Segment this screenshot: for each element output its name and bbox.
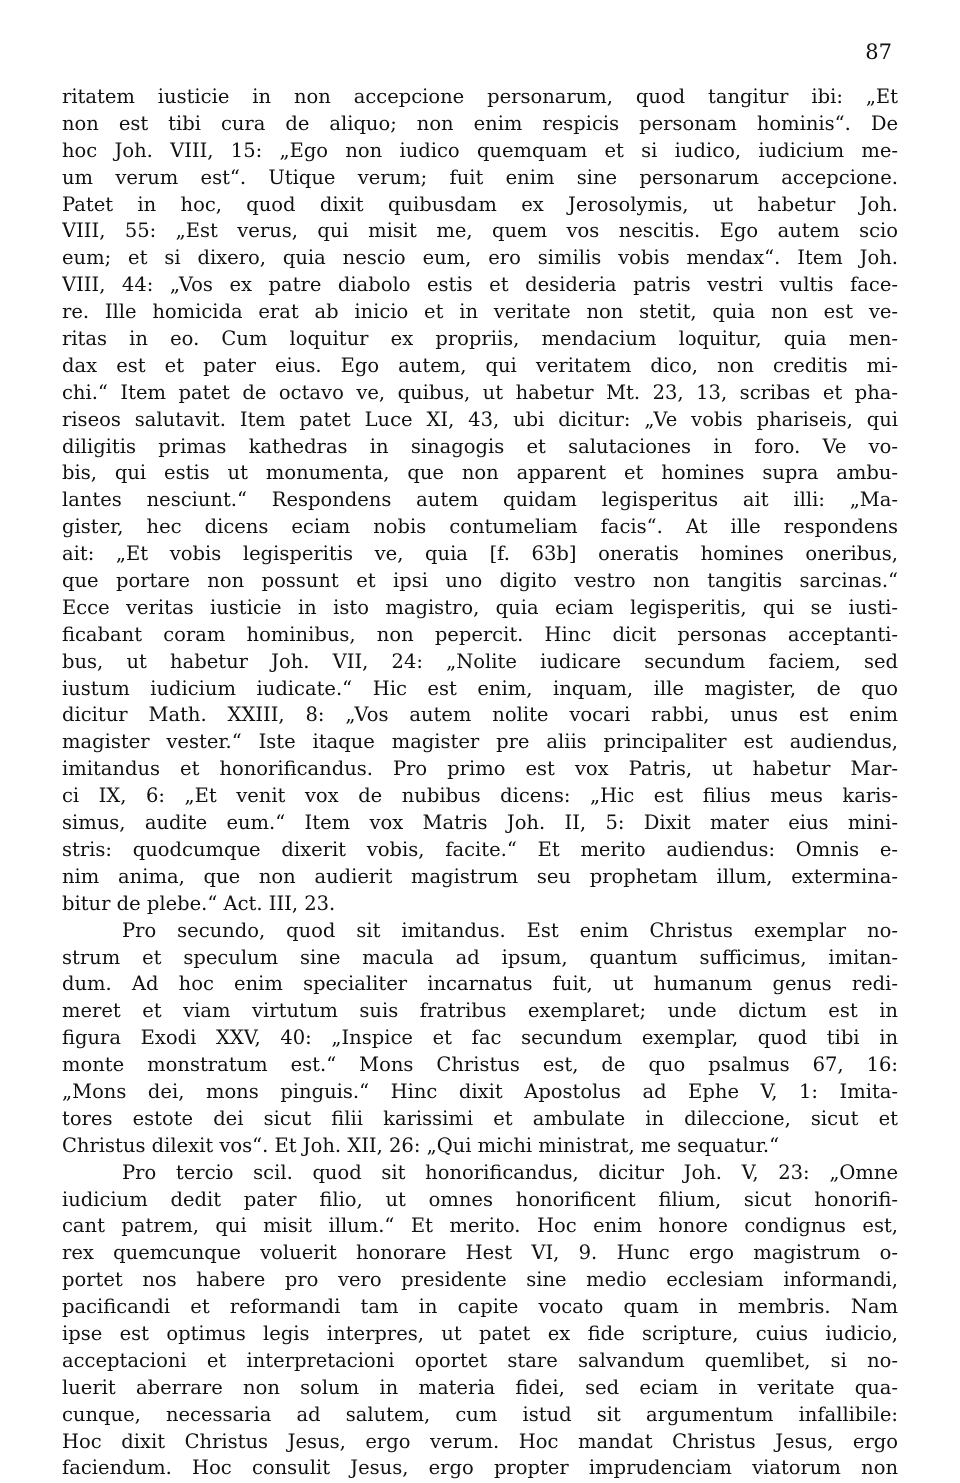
text-line: gister, hec dicens eciam nobis contumeliam facis“. At ille respondens xyxy=(62,515,898,539)
text-line: pacificandi et reformandi tam in capite vocato quam in membris. Nam xyxy=(62,1295,898,1319)
text-line: riseos salutavit. Item patet Luce XI, 43, ubi dicitur: „Ve vobis phariseis, qui xyxy=(62,407,898,431)
text-line: faciendum. Hoc consulit Jesus, ergo propter imprudenciam viatorum non xyxy=(62,1456,898,1480)
text-line: ipse est optimus legis interpres, ut patet ex fide scripture, cuius iudicio, xyxy=(62,1321,898,1345)
text-line: Patet in hoc, quod dixit quibusdam ex Jerosolymis, ut habetur Joh. xyxy=(62,192,898,216)
text-line: que portare non possunt et ipsi uno digito vestro non tangitis sarcinas.“ xyxy=(62,569,898,593)
text-line: magister vester.“ Iste itaque magister pre aliis principaliter est audiendus, xyxy=(62,730,898,754)
text-line: um verum est“. Utique verum; fuit enim sine personarum accepcione. xyxy=(62,165,898,189)
text-line: Hoc dixit Christus Jesus, ergo verum. Hoc mandat Christus Jesus, ergo xyxy=(62,1429,898,1453)
text-line: tores estote dei sicut filii karissimi et ambulate in dileccione, sicut et xyxy=(62,1106,898,1130)
text-line: strum et speculum sine macula ad ipsum, quantum sufficimus, imitan- xyxy=(62,945,898,969)
text-line: ci IX, 6: „Et venit vox de nubibus dicens: „Hic est filius meus karis- xyxy=(62,784,898,808)
text-line: ficabant coram hominibus, non pepercit. Hinc dicit personas acceptanti- xyxy=(62,622,898,646)
text-line: cunque, necessaria ad salutem, cum istud sit argumentum infallibile: xyxy=(62,1402,898,1426)
text-line: non est tibi cura de aliquo; non enim respicis personam hominis“. De xyxy=(62,111,898,135)
text-line: lantes nesciunt.“ Respondens autem quidam legisperitus ait illi: „Ma- xyxy=(62,488,898,512)
text-line: ritas in eo. Cum loquitur ex propriis, mendacium loquitur, quia men- xyxy=(62,327,898,351)
text-line: hoc Joh. VIII, 15: „Ego non iudico quemquam et si iudico, iudicium me- xyxy=(62,138,898,162)
text-line: dum. Ad hoc enim specialiter incarnatus fuit, ut humanum genus redi- xyxy=(62,972,898,996)
text-line: dicitur Math. XXIII, 8: „Vos autem nolite vocari rabbi, unus est enim xyxy=(62,703,898,727)
text-line: nim anima, que non audierit magistrum seu prophetam illum, extermina- xyxy=(62,864,898,888)
text-line: chi.“ Item patet de octavo ve, quibus, ut habetur Mt. 23, 13, scribas et pha- xyxy=(62,380,898,404)
text-line: ritatem iusticie in non accepcione personarum, quod tangitur ibi: „Et xyxy=(62,85,898,108)
text-line: cant patrem, qui misit illum.“ Et merito. Hoc enim honore condignus est, xyxy=(62,1214,898,1238)
text-line: iudicium dedit pater filio, ut omnes honorificent filium, sicut honorifi- xyxy=(62,1187,898,1211)
text-line: eum; et si dixero, quia nescio eum, ero similis vobis mendax“. Item Joh. xyxy=(62,246,898,270)
text-line: acceptacioni et interpretacioni oportet stare salvandum quemlibet, si no- xyxy=(62,1348,898,1372)
text-line: luerit aberrare non solum in materia fidei, sed eciam in veritate qua- xyxy=(62,1375,898,1399)
text-line: stris: quodcumque dixerit vobis, facite.“ Et merito audiendus: Omnis e- xyxy=(62,837,898,861)
page-number: 87 xyxy=(865,40,892,64)
text-line: bus, ut habetur Joh. VII, 24: „Nolite iudicare secundum faciem, sed xyxy=(62,649,898,673)
text-line: VIII, 55: „Est verus, qui misit me, quem vos nescitis. Ego autem scio xyxy=(62,219,898,243)
text-line: bitur de plebe.“ Act. III, 23. xyxy=(62,891,336,915)
text-line: meret et viam virtutum suis fratribus exemplaret; unde dictum est in xyxy=(62,999,898,1023)
text-line: VIII, 44: „Vos ex patre diabolo estis et desideria patris vestri vultis face- xyxy=(62,273,898,297)
text-line: Ecce veritas iusticie in isto magistro, quia eciam legisperitis, qui se iusti- xyxy=(62,595,898,619)
body-text xyxy=(62,84,898,1482)
text-line: Pro tercio scil. quod sit honorificandus, dicitur Joh. V, 23: „Omne xyxy=(122,1160,898,1184)
text-line: „Mons dei, mons pinguis.“ Hinc dixit Apostolus ad Ephe V, 1: Imita- xyxy=(62,1079,898,1103)
text-line: iustum iudicium iudicate.“ Hic est enim, inquam, ille magister, de quo xyxy=(62,676,898,700)
text-line: Christus dilexit vos“. Et Joh. XII, 26: „Qui michi ministrat, me sequatur.“ xyxy=(62,1133,780,1157)
text-line: imitandus et honorificandus. Pro primo est vox Patris, ut habetur Mar- xyxy=(62,757,898,781)
text-line: portet nos habere pro vero presidente sine medio ecclesiam informandi, xyxy=(62,1268,898,1292)
text-line: bis, qui estis ut monumenta, que non apparent et homines supra ambu- xyxy=(62,461,898,485)
text-line: simus, audite eum.“ Item vox Matris Joh. II, 5: Dixit mater eius mini- xyxy=(62,811,898,835)
text-line: dax est et pater eius. Ego autem, qui veritatem dico, non creditis mi- xyxy=(62,353,898,377)
text-line: ait: „Et vobis legisperitis ve, quia [f. 63b] oneratis homines oneribus, xyxy=(62,542,898,566)
text-line: monte monstratum est.“ Mons Christus est, de quo psalmus 67, 16: xyxy=(62,1053,898,1077)
text-line: rex quemcunque voluerit honorare Hest VI, 9. Hunc ergo magistrum o- xyxy=(62,1241,898,1265)
text-line: Pro secundo, quod sit imitandus. Est enim Christus exemplar no- xyxy=(122,918,898,942)
text-line: re. Ille homicida erat ab inicio et in veritate non stetit, quia non est ve- xyxy=(62,300,898,324)
text-line: diligitis primas kathedras in sinagogis et salutaciones in foro. Ve vo- xyxy=(62,434,898,458)
text-line: figura Exodi XXV, 40: „Inspice et fac secundum exemplar, quod tibi in xyxy=(62,1026,898,1050)
